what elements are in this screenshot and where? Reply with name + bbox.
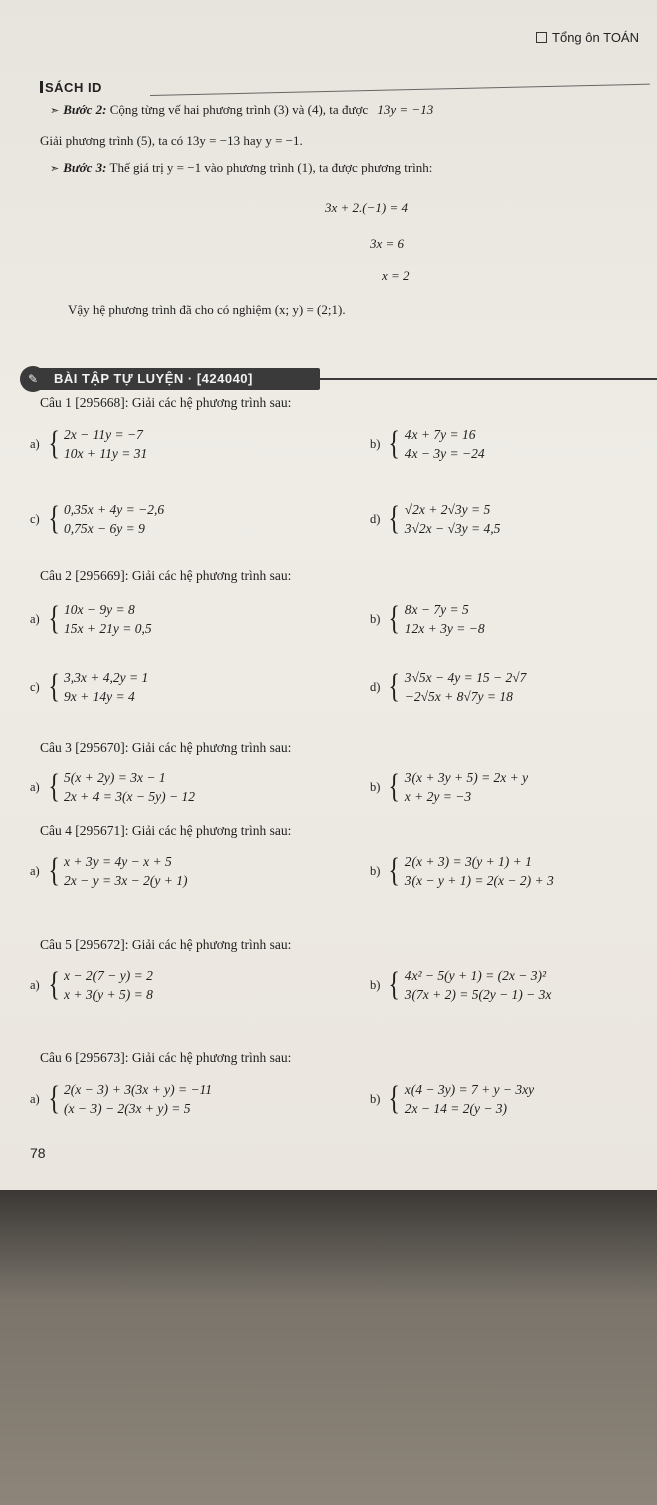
equation: 5(x + 2y) = 3x − 1: [64, 770, 166, 785]
equation: x(4 − 3y) = 7 + y − 3xy: [404, 1082, 535, 1097]
brace-icon: {: [388, 768, 401, 805]
section-header: [20, 368, 657, 390]
equation: 2x + 4 = 3(x − 5y) − 12: [64, 789, 195, 804]
equation-system: [370, 425, 485, 463]
item-label: b): [370, 863, 381, 878]
header-rule: [150, 84, 650, 96]
step3-line: ➣ Bước 3: Thế giá trị y = −1 vào phương trình (1), ta được phương trình:: [50, 160, 433, 175]
item-label: b): [370, 1091, 381, 1106]
item-label: d): [370, 679, 381, 694]
brace-icon: {: [48, 852, 60, 889]
conclusion: Vậy hệ phương trình đã cho có nghiệm (x; y) = (2;1).: [68, 302, 346, 317]
equation: 0,35x + 4y = −2,6: [64, 502, 165, 517]
equation: 2(x − 3) + 3(3x + y) = −11: [64, 1082, 213, 1097]
question-title: Câu 2 [295669]: Giải các hệ phương trình sau:: [40, 568, 292, 583]
equation: 4x − 3y = −24: [404, 446, 485, 461]
item-label: b): [370, 977, 381, 992]
equation: −2√5x + 8√7y = 18: [404, 689, 513, 704]
bullet-icon: ➣: [50, 105, 60, 117]
equation: 4x² − 5(y + 1) = (2x − 3)²: [404, 968, 546, 983]
equation: 3(x + 3y + 5) = 2x + y: [404, 770, 529, 785]
brace-icon: {: [388, 600, 401, 637]
equation: 10x − 9y = 8: [64, 602, 135, 617]
brace-icon: {: [48, 600, 60, 637]
working-eq-3: x = 2: [382, 268, 410, 283]
equation-system: [30, 668, 148, 706]
page-number: 78: [30, 1145, 46, 1161]
equation: 9x + 14y = 4: [64, 689, 135, 704]
equation-system: [30, 1080, 212, 1118]
equation-system: [370, 500, 500, 538]
logo-bar-icon: [40, 81, 43, 93]
item-label: d): [370, 511, 381, 526]
equation-system: [30, 768, 195, 806]
item-label: a): [30, 436, 40, 451]
question-title: Câu 5 [295672]: Giải các hệ phương trình sau:: [40, 937, 292, 952]
item-label: a): [30, 1091, 40, 1106]
brace-icon: {: [388, 966, 401, 1003]
equation: 2x − 11y = −7: [64, 427, 143, 442]
equation: 4x + 7y = 16: [404, 427, 476, 442]
equation: (x − 3) − 2(3x + y) = 5: [64, 1101, 191, 1116]
brace-icon: {: [48, 768, 60, 805]
equation-system: [370, 852, 554, 890]
equation: 8x − 7y = 5: [404, 602, 469, 617]
brace-icon: {: [48, 966, 60, 1003]
equation: 3(x − y + 1) = 2(x − 2) + 3: [404, 873, 554, 888]
pencil-icon: ✎: [20, 366, 46, 392]
item-label: a): [30, 779, 40, 794]
brace-icon: {: [48, 425, 60, 462]
item-label: b): [370, 436, 381, 451]
brace-icon: {: [388, 500, 401, 537]
question-title: Câu 1 [295668]: Giải các hệ phương trình sau:: [40, 395, 292, 410]
item-label: b): [370, 611, 381, 626]
working-eq-2: 3x = 6: [370, 236, 405, 251]
equation-system: [30, 600, 152, 638]
equation-system: [370, 1080, 534, 1118]
brace-icon: {: [48, 668, 60, 705]
equation: x + 3y = 4y − x + 5: [64, 854, 172, 869]
equation-system: [370, 768, 528, 806]
equation: 2x − 14 = 2(y − 3): [404, 1101, 508, 1116]
section-title: BÀI TẬP TỰ LUYỆN · [424040]: [54, 371, 253, 386]
equation-system: [30, 500, 164, 538]
equation: x − 2(7 − y) = 2: [64, 968, 153, 983]
equation: 10x + 11y = 31: [64, 446, 148, 461]
square-icon: [536, 32, 547, 43]
item-label: a): [30, 611, 40, 626]
question-title: Câu 6 [295673]: Giải các hệ phương trình sau:: [40, 1050, 292, 1065]
equation: x + 3(y + 5) = 8: [64, 987, 153, 1002]
book-logo: SÁCH ID: [40, 80, 102, 95]
equation-system: [30, 852, 187, 890]
bullet-icon: ➣: [50, 163, 60, 175]
question-title: Câu 4 [295671]: Giải các hệ phương trình sau:: [40, 823, 292, 838]
item-label: a): [30, 977, 40, 992]
equation: 2(x + 3) = 3(y + 1) + 1: [404, 854, 532, 869]
equation-system: [370, 668, 526, 706]
equation-system: [370, 600, 485, 638]
equation: 3(7x + 2) = 5(2y − 1) − 3x: [404, 987, 552, 1002]
equation: x + 2y = −3: [404, 789, 472, 804]
equation: 3,3x + 4,2y = 1: [64, 670, 149, 685]
item-label: c): [30, 511, 40, 526]
equation: 15x + 21y = 0,5: [64, 621, 152, 636]
item-label: c): [30, 679, 40, 694]
brace-icon: {: [388, 852, 401, 889]
equation: 0,75x − 6y = 9: [64, 521, 145, 536]
item-label: b): [370, 779, 381, 794]
equation: √2x + 2√3y = 5: [404, 502, 491, 517]
brace-icon: {: [48, 1080, 60, 1117]
step2-line: ➣ Bước 2: Cộng từng vế hai phương trình (3) và (4), ta được 13y = −13: [50, 102, 434, 117]
brace-icon: {: [388, 425, 401, 462]
equation: 3√5x − 4y = 15 − 2√7: [404, 670, 527, 685]
equation-system: [370, 966, 551, 1004]
working-eq-1: 3x + 2.(−1) = 4: [325, 200, 408, 215]
item-label: a): [30, 863, 40, 878]
brace-icon: {: [388, 668, 401, 705]
brace-icon: {: [48, 500, 60, 537]
equation: 2x − y = 3x − 2(y + 1): [64, 873, 188, 888]
equation-system: [30, 966, 153, 1004]
brace-icon: {: [388, 1080, 401, 1117]
equation: 12x + 3y = −8: [404, 621, 485, 636]
equation-system: [30, 425, 147, 463]
question-title: Câu 3 [295670]: Giải các hệ phương trình sau:: [40, 740, 292, 755]
equation: 3√2x − √3y = 4,5: [404, 521, 501, 536]
corner-title: Tổng ôn TOÁN: [536, 30, 639, 45]
background-surface: [0, 1190, 657, 1505]
solve-line: Giải phương trình (5), ta có 13y = −13 hay y = −1.: [40, 133, 303, 148]
